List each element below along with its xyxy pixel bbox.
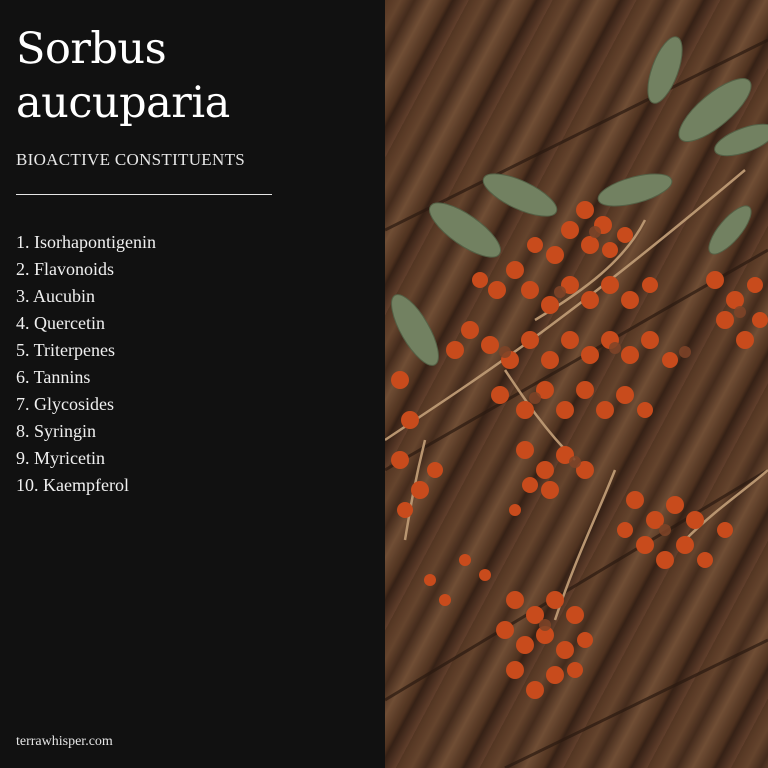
list-item: 4. Quercetin [16,313,105,333]
list-item: 7. Glycosides [16,394,114,414]
list-item: 6. Tannins [16,367,91,387]
plant-name-title [16,22,230,130]
list-item: 10. Kaempferol [16,475,129,495]
list-item: 1. Isorhapontigenin [16,232,156,252]
list-item: 9. Myricetin [16,448,105,468]
list-item: 2. Flavonoids [16,259,115,279]
list-item: 3. Aucubin [16,286,95,306]
divider [16,194,272,195]
rowan-berries-illustration [385,0,768,768]
website-link[interactable]: terrawhisper.com [16,734,113,749]
photo-vignette [385,0,768,768]
list-item: 8. Syringin [16,421,97,441]
constituents-list [16,229,156,499]
section-subtitle: BIOACTIVE CONSTITUENTS [16,150,246,169]
title-line-genus: Sorbus [16,24,167,74]
rowan-berries-photo [385,0,768,768]
list-item: 5. Triterpenes [16,340,115,360]
title-line-species: aucuparia [16,78,230,128]
